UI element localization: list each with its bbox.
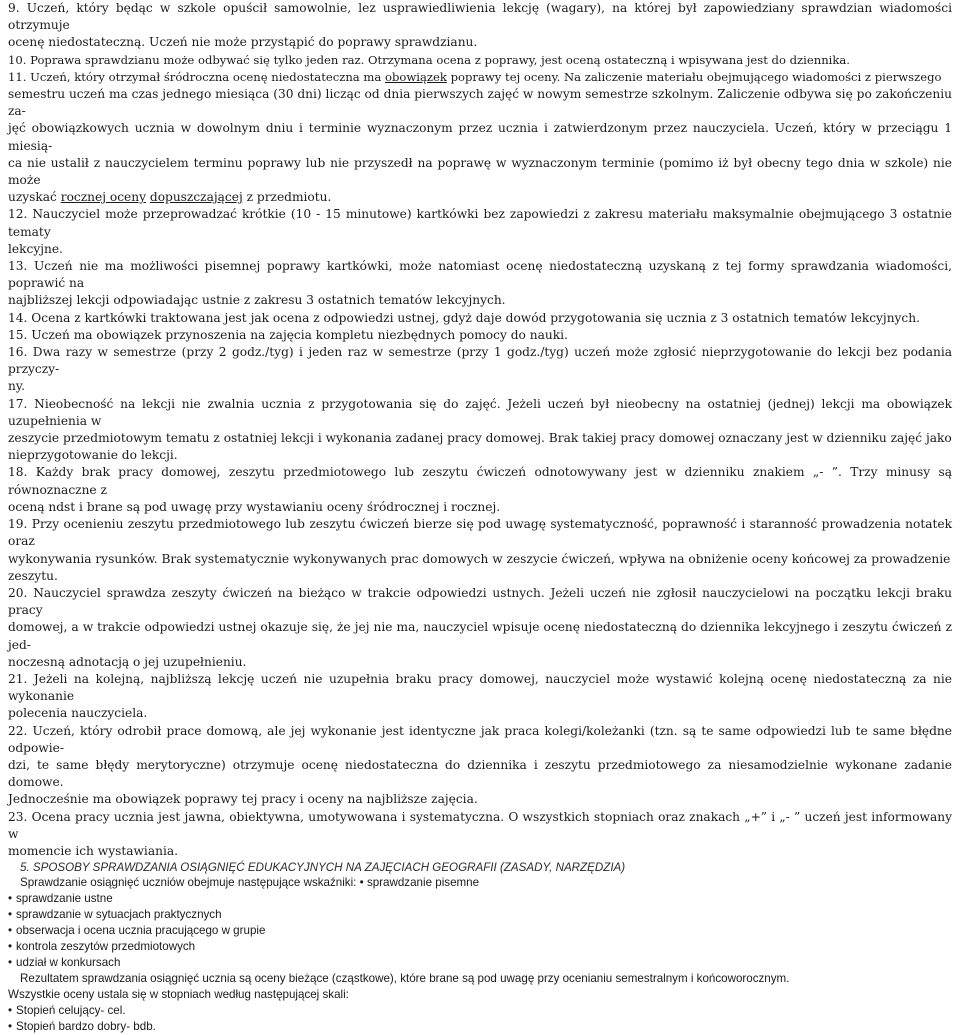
grade-list	[8, 1003, 952, 1035]
list-item	[8, 939, 952, 955]
text-line: 9. Uczeń, który będąc w szkole opuścił samowolnie, lez usprawiedliwienia lekcję (wagary), na której był zapowiedziany sprawdzian wiadomości otrzymuje	[8, 1, 952, 33]
list-item-label: kontrola zeszytów przedmiotowych	[16, 940, 196, 954]
text-line: 21. Jeżeli na kolejną, najbliższą lekcję uczeń nie uzupełnia braku pracy domowej, nauczyciel może wystawić kolejną ocenę niedostateczną za nie wykonanie	[8, 671, 952, 704]
text-line: 16. Dwa razy w semestrze (przy 2 godz./tyg) i jeden raz w semestrze (przy 1 godz./tyg) uczeń może zgłosić nieprzygotowanie do lekcji bez podania przyczy-	[8, 345, 952, 377]
text-line: polecenia nauczyciela.	[8, 706, 148, 721]
grade-label: Stopień bardzo dobry- bdb.	[16, 1020, 156, 1034]
text-line: semestru uczeń ma czas jednego miesiąca (30 dni) licząc od dnia pierwszych zajęć w nowym semestrze szkolnym. Zaliczenie odbywa się po zakończeniu za-	[8, 87, 952, 119]
text-line: najbliższej lekcji odpowiadając ustnie z zakresu 3 ostatnich tematów lekcyjnych.	[8, 293, 506, 308]
text-line: uzyskać	[8, 190, 61, 205]
paragraph-9	[8, 0, 952, 52]
text-line: zeszytu.	[8, 568, 58, 583]
paragraph-15	[8, 327, 952, 344]
paragraph-22	[8, 723, 952, 809]
bullet-dot: •	[8, 892, 13, 906]
text-line: wykonywania rysunków. Brak systematycznie wykonywanych prac domowych w zeszycie ćwiczeń, wpływa na obniżenie oceny końcowej za prowadzenie	[8, 551, 951, 566]
bullet-dot: •	[359, 876, 364, 890]
text-line: 13. Uczeń nie ma możliwości pisemnej poprawy kartkówki, może natomiast ocenę niedostateczną uzyskaną z tej formy sprawdzania wiadomości, poprawić na	[8, 259, 952, 291]
text-line: 12. Nauczyciel może przeprowadzać krótkie (10 - 15 minutowe) kartkówki bez zapowiedzi z zakresu materiału maksymalnie obejmującego 3 ostatnie tematy	[8, 207, 952, 239]
text-line: 22. Uczeń, który odrobił prace domową, ale jej wykonanie jest identyczne jak praca kolegi/koleżanki (tzn. są te same odpowiedzi lub te same błędne odpowie-	[8, 723, 952, 755]
text-line: noczesną adnotacją o jej uzupełnieniu.	[8, 654, 247, 669]
text-line: nieprzygotowanie do lekcji.	[8, 448, 178, 463]
bullet-dot: •	[8, 940, 13, 954]
list-item-label: sprawdzanie w sytuacjach praktycznych	[16, 908, 222, 922]
text-line: 10. Poprawa sprawdzianu może odbywać się tylko jeden raz. Otrzymana ocena z poprawy, jest oceną ostateczną i wpisywana jest do dziennika.	[8, 52, 850, 67]
text-line: poprawy tej oceny. Na zaliczenie materiału obejmującego wiadomości z pierwszego	[446, 69, 942, 84]
text-line: zeszycie przedmiotowym tematu z ostatniej lekcji i wykonania zadanej pracy domowej. Brak takiej pracy domowej oznaczany jest w dzienniku zajęć jako	[8, 431, 952, 446]
text-line: 18. Każdy brak pracy domowej, zeszytu przedmiotowego lub zeszytu ćwiczeń odnotowywany jest w dzienniku znakiem „- ”. Trzy minusy są równoznaczne z	[8, 465, 952, 497]
text-line: jęć obowiązkowych ucznia w dowolnym dniu i terminie wyznaczonym przez ucznia i zatwierdzonym przez nauczyciela. Uczeń, który w przeciągu 1 miesią-	[8, 121, 952, 153]
paragraph-18	[8, 464, 952, 516]
paragraph-14	[8, 310, 952, 327]
text-line: 15. Uczeń ma obowiązek przynoszenia na zajęcia kompletu niezbędnych pomocy do nauki.	[8, 327, 568, 342]
list-item	[8, 923, 952, 939]
bullet-dot: •	[8, 1020, 13, 1034]
section-heading: 5. SPOSOBY SPRAWDZANIA OSIĄGNIĘĆ EDUKACYJNYCH NA ZAJĘCIACH GEOGRAFII (ZASADY, NARZĘDZIA)	[20, 861, 626, 875]
paragraph-16	[8, 344, 952, 396]
paragraph-20	[8, 585, 952, 671]
text-line: 19. Przy ocenieniu zeszytu przedmiotowego lub zeszytu ćwiczeń bierze się pod uwagę systematyczność, poprawność i staranność prowadzenia notatek oraz	[8, 517, 952, 549]
text-line: 23. Ocena pracy ucznia jest jawna, obiektywna, umotywowana i systematyczna. O wszystkich stopniach oraz znakach „+” i „- ” uczeń jest informowany w	[8, 809, 952, 841]
paragraph-13	[8, 258, 952, 310]
paragraph-19	[8, 516, 952, 585]
text-line: oceną ndst i brane są pod uwagę przy wystawianiu oceny śródrocznej i rocznej.	[8, 499, 501, 514]
text-line: lekcyjne.	[8, 241, 63, 256]
bullet-dot: •	[8, 908, 13, 922]
list-item	[8, 907, 952, 923]
underlined-word: obowiązek	[385, 69, 447, 84]
paragraph-12	[8, 206, 952, 258]
paragraph-21	[8, 671, 952, 723]
paragraph-23	[8, 809, 952, 861]
results-text: Rezultatem sprawdzania osiągnięć ucznia są oceny bieżące (cząstkowe), które brane są pod uwagę przy ocenianiu semestralnym i końcoworocznym.	[20, 972, 790, 986]
text-line: 17. Nieobecność na lekcji nie zwalnia ucznia z przygotowania się do zajęć. Jeżeli uczeń był nieobecny na ostatniej (jednej) lekcji ma obowiązek uzupełnienia w	[8, 396, 952, 428]
text-line: 14. Ocena z kartkówki traktowana jest jak ocena z odpowiedzi ustnej, gdyż daje dowód przygotowania się ucznia z 3 ostatnich tematów lekcyjnych.	[8, 310, 920, 325]
list-item	[8, 891, 952, 907]
indicators-intro	[8, 875, 952, 891]
first-indicator: sprawdzanie pisemne	[366, 876, 480, 890]
paragraph-11	[8, 69, 952, 207]
list-item-label: udział w konkursach	[16, 956, 121, 970]
paragraph-17	[8, 396, 952, 465]
underlined-phrase: rocznej oceny	[60, 190, 147, 205]
grade-scale-intro: Wszystkie oceny ustala się w stopniach według następującej skali:	[8, 988, 349, 1002]
list-item-label: obserwacja i ocena ucznia pracującego w grupie	[16, 924, 266, 938]
text-line: ny.	[8, 379, 25, 394]
bullet-dot: •	[8, 956, 13, 970]
list-item	[8, 1003, 952, 1019]
text-line: Jednocześnie ma obowiązek poprawy tej pracy i oceny na najbliższe zajęcia.	[8, 792, 478, 807]
paragraph-10	[8, 52, 952, 69]
text-line: momencie ich wystawiania.	[8, 843, 178, 858]
text-line: ocenę niedostateczną. Uczeń nie może przystąpić do poprawy sprawdzianu.	[8, 35, 478, 50]
text-line: z przedmiotu.	[242, 190, 332, 205]
underlined-word: dopuszczającej	[149, 190, 243, 205]
text-line: ca nie ustalił z nauczycielem terminu poprawy lub nie przyszedł na poprawę w wyznaczonym terminie (pomimo iż był obecny tego dnia w szkole) nie może	[8, 155, 952, 188]
list-item-label: sprawdzanie ustne	[16, 892, 113, 906]
bullet-dot: •	[8, 924, 13, 938]
text-line: 20. Nauczyciel sprawdza zeszyty ćwiczeń na bieżąco w trakcie odpowiedzi ustnych. Jeżeli uczeń nie zgłosił nauczycielowi na początku lekcji braku pracy	[8, 585, 952, 618]
intro-text: Sprawdzanie osiągnięć uczniów obejmuje następujące wskaźniki:	[20, 876, 357, 890]
text-line: dzi, te same błędy merytoryczne) otrzymuje ocenę niedostateczna do dziennika i zeszytu przedmiotowego za niesamodzielnie wykonane zadanie domowe.	[8, 757, 952, 790]
indicator-list	[8, 891, 952, 971]
bullet-dot: •	[8, 1004, 13, 1018]
text-line: domowej, a w trakcie odpowiedzi ustnej okazuje się, że jej nie ma, nauczyciel wpisuje ocenę niedostateczną do dziennika lekcyjnego i zeszytu ćwiczeń z jed-	[8, 620, 952, 652]
list-item	[8, 1019, 952, 1035]
list-item	[8, 955, 952, 971]
grade-label: Stopień celujący- cel.	[16, 1004, 126, 1018]
text-line: 11. Uczeń, który otrzymał śródroczna ocenę niedostateczna ma	[8, 69, 385, 84]
